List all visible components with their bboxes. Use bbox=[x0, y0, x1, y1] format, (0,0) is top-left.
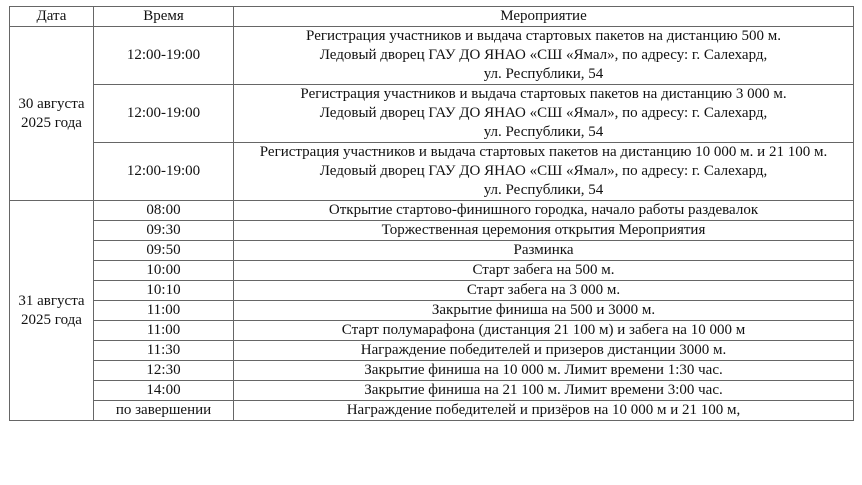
time-cell: 12:30 bbox=[94, 361, 234, 381]
date-cell-day2 bbox=[10, 201, 94, 421]
time-cell: 11:00 bbox=[94, 321, 234, 341]
event-cell: Награждение победителей и призеров дистанции 3000 м. bbox=[234, 341, 854, 361]
event-line: Регистрация участников и выдача стартовых пакетов на дистанцию 500 м. bbox=[306, 28, 781, 44]
event-cell: Закрытие финиша на 500 и 3000 м. bbox=[234, 301, 854, 321]
header-event: Мероприятие bbox=[234, 7, 854, 27]
table-row bbox=[10, 85, 854, 143]
date-line: 2025 года bbox=[21, 114, 82, 131]
table-row bbox=[10, 281, 854, 301]
time-cell: 11:30 bbox=[94, 341, 234, 361]
table-row bbox=[10, 27, 854, 85]
time-cell: 12:00-19:00 bbox=[94, 85, 234, 143]
event-cell: Закрытие финиша на 21 100 м. Лимит времени 3:00 час. bbox=[234, 381, 854, 401]
time-cell: 11:00 bbox=[94, 301, 234, 321]
table-row bbox=[10, 301, 854, 321]
event-line: Ледовый дворец ГАУ ДО ЯНАО «СШ «Ямал», по адресу: г. Салехард, bbox=[319, 105, 768, 121]
table-row bbox=[10, 143, 854, 201]
time-cell: 10:00 bbox=[94, 261, 234, 281]
date-line: 31 августа bbox=[18, 292, 85, 309]
table-row bbox=[10, 341, 854, 361]
event-cell: Старт забега на 500 м. bbox=[234, 261, 854, 281]
table-row bbox=[10, 201, 854, 221]
table-row bbox=[10, 361, 854, 381]
table-row bbox=[10, 221, 854, 241]
event-line: ул. Республики, 54 bbox=[483, 182, 604, 198]
schedule-table bbox=[9, 6, 854, 421]
event-cell: Открытие стартово-финишного городка, начало работы раздевалок bbox=[234, 201, 854, 221]
time-cell: 12:00-19:00 bbox=[94, 27, 234, 85]
event-cell: Старт забега на 3 000 м. bbox=[234, 281, 854, 301]
date-line: 2025 года bbox=[21, 311, 82, 328]
header-date: Дата bbox=[10, 7, 94, 27]
event-cell: Торжественная церемония открытия Мероприятия bbox=[234, 221, 854, 241]
event-line: Ледовый дворец ГАУ ДО ЯНАО «СШ «Ямал», по адресу: г. Салехард, bbox=[319, 47, 768, 63]
header-time: Время bbox=[94, 7, 234, 27]
time-cell: 09:50 bbox=[94, 241, 234, 261]
date-line: 30 августа bbox=[18, 95, 85, 112]
header-row bbox=[10, 7, 854, 27]
event-cell: Старт полумарафона (дистанция 21 100 м) и забега на 10 000 м bbox=[234, 321, 854, 341]
event-line: ул. Республики, 54 bbox=[483, 66, 604, 82]
table-row bbox=[10, 241, 854, 261]
table-row bbox=[10, 261, 854, 281]
event-cell bbox=[234, 27, 854, 85]
table-row bbox=[10, 321, 854, 341]
time-cell: 14:00 bbox=[94, 381, 234, 401]
date-cell-day1 bbox=[10, 27, 94, 201]
event-line: ул. Республики, 54 bbox=[483, 124, 604, 140]
event-cell bbox=[234, 85, 854, 143]
time-cell: 12:00-19:00 bbox=[94, 143, 234, 201]
event-cell: Закрытие финиша на 10 000 м. Лимит времени 1:30 час. bbox=[234, 361, 854, 381]
table-row bbox=[10, 401, 854, 421]
event-cell: Разминка bbox=[234, 241, 854, 261]
event-line: Регистрация участников и выдача стартовых пакетов на дистанцию 10 000 м. и 21 100 м. bbox=[259, 144, 828, 160]
time-cell: 09:30 bbox=[94, 221, 234, 241]
event-cell: Награждение победителей и призёров на 10 000 м и 21 100 м, bbox=[234, 401, 854, 421]
time-cell: по завершении bbox=[94, 401, 234, 421]
event-cell bbox=[234, 143, 854, 201]
time-cell: 08:00 bbox=[94, 201, 234, 221]
table-row bbox=[10, 381, 854, 401]
event-line: Регистрация участников и выдача стартовых пакетов на дистанцию 3 000 м. bbox=[300, 86, 787, 102]
event-line: Ледовый дворец ГАУ ДО ЯНАО «СШ «Ямал», по адресу: г. Салехард, bbox=[319, 163, 768, 179]
time-cell: 10:10 bbox=[94, 281, 234, 301]
